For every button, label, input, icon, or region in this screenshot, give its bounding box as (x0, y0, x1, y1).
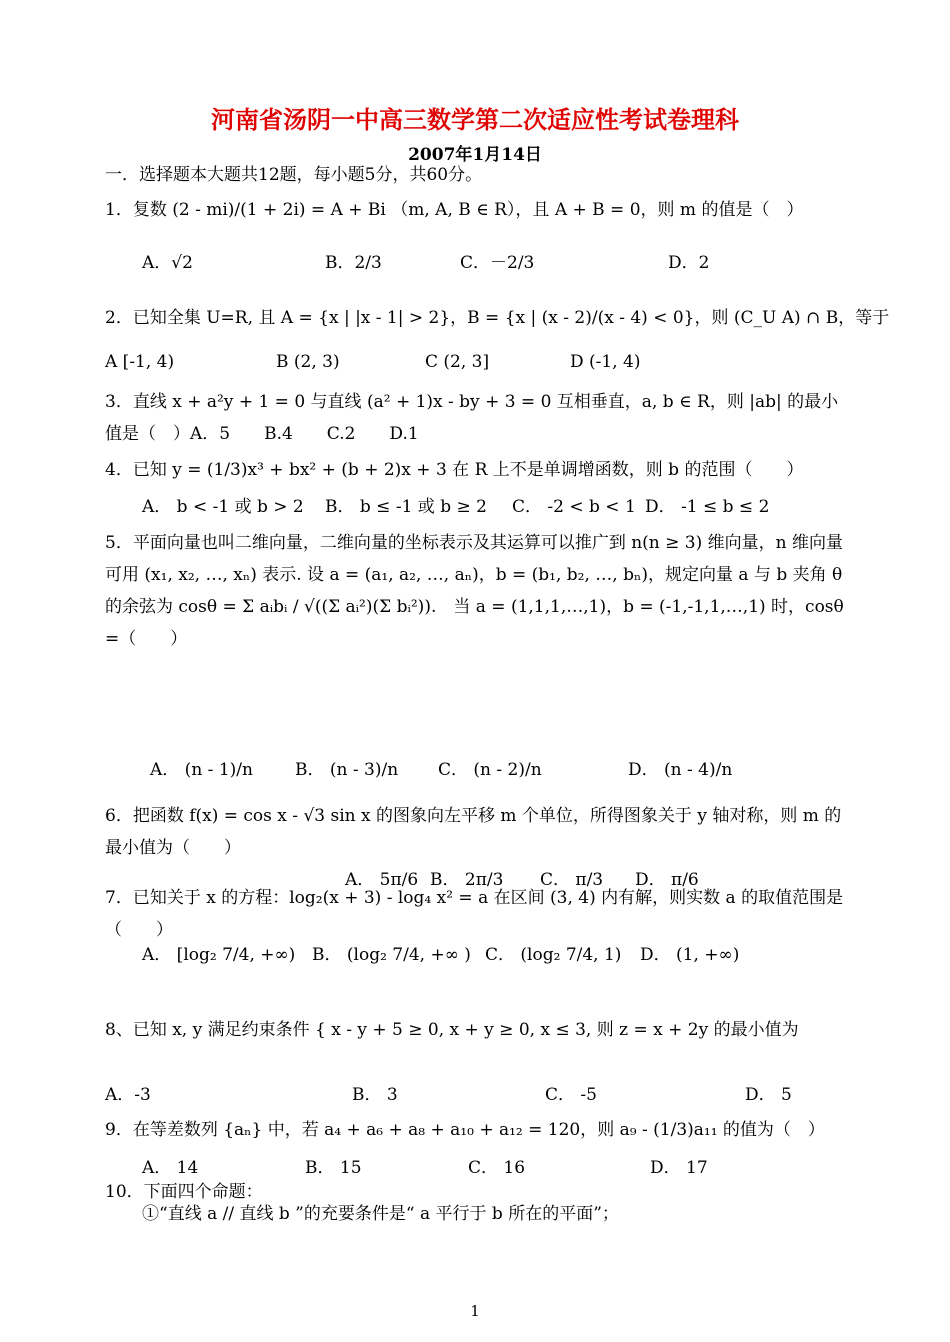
question-4-option-c: C． -2 < b < 1 (512, 497, 636, 517)
question-2-option-c: C (2, 3] (425, 352, 490, 372)
question-7-option-c: C． (log₂ 7/4, 1) (485, 945, 622, 965)
question-9-option-a: A． 14 (142, 1158, 199, 1178)
question-5-option-c: C． (n - 2)/n (438, 760, 542, 780)
question-9-option-c: C． 16 (468, 1158, 526, 1178)
question-5-stem: 5．平面向量也叫二维向量，二维向量的坐标表示及其运算可以推广到 n(n ≥ 3) 维向量，n 维向量可用 (x₁, x₂, …, xₙ) 表示. 设 a = (a₁, a₂, …, aₙ)，b = (b₁, b₂, …, bₙ)，规定向量 a 与 b 夹角 θ 的余弦为 cosθ = Σ aᵢbᵢ / √((Σ aᵢ²)(Σ bᵢ²)). 当 a = (1,1,1,…,1)，b = (-1,-1,1,…,1) 时，cosθ =（ ） (105, 533, 844, 649)
question-6-option-b: B． 2π/3 (430, 870, 504, 890)
question-4-stem: 4．已知 y = (1/3)x³ + bx² + (b + 2)x + 3 在 R 上不是单调增函数，则 b 的范围（ ） (105, 460, 804, 480)
question-9-option-d: D． 17 (650, 1158, 708, 1178)
question-4-option-a: A． b < -1 或 b > 2 (142, 497, 304, 517)
question-5-option-a: A． (n - 1)/n (150, 760, 253, 780)
question-8-option-c: C． -5 (545, 1085, 597, 1105)
question-10-item-1: ①“直线 a // 直线 b ”的充要条件是“ a 平行于 b 所在的平面”； (142, 1204, 619, 1224)
question-1-option-a: A．√2 (142, 253, 193, 273)
question-6-option-d: D． π/6 (635, 870, 699, 890)
question-4-option-d: D． -1 ≤ b ≤ 2 (645, 497, 770, 517)
question-8-option-d: D． 5 (745, 1085, 792, 1105)
question-6-option-c: C． π/3 (540, 870, 604, 890)
question-7-option-a: A． [log₂ 7/4, +∞) (142, 945, 296, 965)
question-9-option-b: B． 15 (305, 1158, 362, 1178)
question-6-option-a: A． 5π/6 (345, 870, 419, 890)
question-8-option-a: A．-3 (105, 1085, 151, 1105)
exam-date: 2007年1月14日 (408, 145, 542, 165)
question-10-stem: 10．下面四个命题： (105, 1182, 263, 1202)
question-3-stem: 3．直线 x + a²y + 1 = 0 与直线 (a² + 1)x - by + 3 = 0 互相垂直，a, b ∈ R，则 |ab| 的最小值是（ ）A．5 B.4 C.2 D.1 (105, 392, 839, 444)
question-4-option-b: B． b ≤ -1 或 b ≥ 2 (325, 497, 487, 517)
question-8-stem: 8、已知 x, y 满足约束条件 { x - y + 5 ≥ 0, x + y ≥ 0, x ≤ 3, 则 z = x + 2y 的最小值为 (105, 1020, 799, 1040)
question-2-stem: 2．已知全集 U=R, 且 A = {x | |x - 1| > 2}，B = {x | (x - 2)/(x - 4) < 0}，则 (C_U A) ∩ B，等于 (105, 308, 890, 328)
question-5-option-b: B． (n - 3)/n (295, 760, 399, 780)
question-7-option-d: D． (1, +∞) (640, 945, 740, 965)
question-2-option-a: A [-1, 4) (105, 352, 175, 372)
question-1-option-c: C．－2/3 (460, 253, 535, 273)
exam-title: 河南省汤阴一中高三数学第二次适应性考试卷理科 (211, 106, 739, 134)
question-1-stem: 1．复数 (2 - mi)/(1 + 2i) = A + Bi （m, A, B ∈ R），且 A + B = 0，则 m 的值是（ ） (105, 200, 804, 220)
question-6-stem: 6．把函数 f(x) = cos x - √3 sin x 的图象向左平移 m 个单位，所得图象关于 y 轴对称，则 m 的最小值为（ ） (105, 806, 842, 858)
question-5-option-d: D． (n - 4)/n (628, 760, 733, 780)
question-9-stem: 9．在等差数列 {aₙ} 中，若 a₄ + a₆ + a₈ + a₁₀ + a₁₂ = 120，则 a₉ - (1/3)a₁₁ 的值为（ ） (105, 1120, 825, 1140)
question-8-option-b: B． 3 (352, 1085, 398, 1105)
question-2-option-b: B (2, 3) (276, 352, 340, 372)
question-2-option-d: D (-1, 4) (570, 352, 641, 372)
page-number: 1 (470, 1302, 480, 1320)
section-heading: 一．选择题本大题共12题，每小题5分，共60分。 (105, 165, 483, 185)
question-1-option-b: B．2/3 (325, 253, 382, 273)
question-7-option-b: B． (log₂ 7/4, +∞ ) (312, 945, 471, 965)
question-1-option-d: D．2 (668, 253, 710, 273)
question-7-stem: 7．已知关于 x 的方程：log₂(x + 3) - log₄ x² = a 在区间 (3, 4) 内有解，则实数 a 的取值范围是（ ） (105, 888, 844, 940)
